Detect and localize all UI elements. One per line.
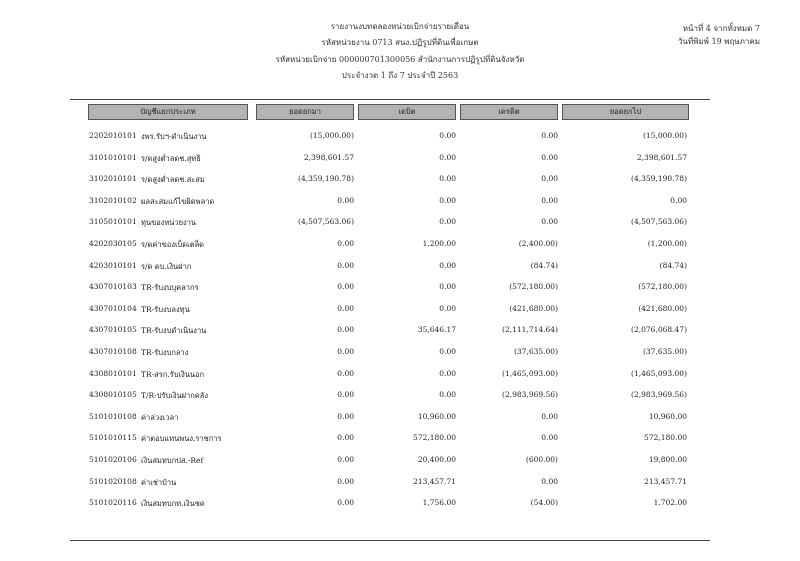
brought-forward-value: 0.00 (337, 368, 354, 378)
account-code: 4308010101 (89, 368, 137, 378)
carried-forward-value: (2,983,969.56) (631, 390, 687, 400)
credit-value: (37,635.00) (513, 347, 558, 356)
debit-value: 0.00 (439, 195, 456, 205)
table-row (0, 325, 800, 339)
carried-forward-value: 1,702.00 (653, 498, 687, 508)
table-row (0, 196, 800, 210)
disbursement-unit-line: รหัสหน่วยเบิกจ่าย 000000701300056 สำนักงานการปฏิรูปที่ดินจังหวัด (275, 55, 525, 64)
brought-forward-value: 0.00 (337, 195, 354, 205)
brought-forward-value: 0.00 (337, 390, 354, 400)
table-bottom-rule (70, 540, 710, 541)
credit-value: (2,400.00) (518, 239, 558, 248)
account-name: TR-รับงบดำเนินงาน (141, 326, 207, 336)
period-line: ประจำงวด 1 ถึง 7 ประจำปี 2563 (341, 71, 459, 80)
account-name: เงินสมทบกปส.-Ref (141, 456, 204, 465)
table-row (0, 390, 800, 404)
table-row (0, 217, 800, 231)
carried-forward-value: (1,200.00) (647, 239, 687, 248)
carried-forward-value: 19,800.00 (648, 455, 687, 464)
account-name: ร/ด ดบ.เงินฝาก (141, 261, 192, 271)
account-code: 5101020106 (89, 455, 137, 464)
account-code: 2202010101 (89, 131, 137, 140)
col-header-carried-forward: ยอดยกไป (562, 104, 689, 120)
table-row (0, 433, 800, 447)
debit-value: 0.00 (439, 174, 456, 184)
account-code: 5101020108 (89, 476, 137, 486)
account-name: ค่าตอบแทนพนง.ราชการ (141, 434, 222, 444)
table-row (0, 369, 800, 383)
brought-forward-value: 0.00 (337, 411, 354, 421)
carried-forward-value: 10,960.00 (648, 411, 687, 421)
brought-forward-value: 0.00 (337, 239, 354, 248)
debit-value: 1,200.00 (422, 239, 456, 248)
table-row (0, 455, 800, 469)
debit-value: 35,646.17 (417, 325, 456, 335)
brought-forward-value: 2,398,601.57 (303, 152, 354, 162)
report-title: รายงานงบทดลองหน่วยเบิกจ่ายรายเดือน (330, 22, 470, 31)
debit-value: 0.00 (439, 390, 456, 400)
account-name: ร/ดค่าของเบ็ดเตล็ด (141, 240, 205, 249)
brought-forward-value: 0.00 (337, 433, 354, 443)
brought-forward-value: (4,359,190.78) (298, 174, 354, 184)
account-code: 3105010101 (89, 217, 137, 227)
credit-value: 0.00 (541, 217, 558, 227)
carried-forward-value: 572,180.00 (644, 433, 687, 443)
account-code: 3102010102 (89, 195, 137, 205)
col-header-brought-forward: ยอดยกมา (256, 104, 354, 120)
table-row (0, 261, 800, 275)
account-code: 4202030105 (89, 239, 137, 248)
credit-value: 0.00 (541, 476, 558, 486)
credit-value: (421,680.00) (509, 303, 558, 313)
table-row (0, 239, 800, 253)
carried-forward-value: (37,635.00) (642, 347, 687, 356)
credit-value: 0.00 (541, 131, 558, 140)
account-code: 4203010101 (89, 260, 137, 270)
credit-value: 0.00 (541, 195, 558, 205)
table-top-rule (70, 99, 710, 100)
brought-forward-value: 0.00 (337, 282, 354, 292)
account-name: ค่าเช่าบ้าน (141, 477, 177, 487)
carried-forward-value: (84.74) (659, 260, 687, 270)
account-name: ผลสะสมแก้ไขผิดพลาด (141, 196, 215, 206)
account-code: 4308010105 (89, 390, 137, 400)
debit-value: 10,960.00 (417, 411, 456, 421)
brought-forward-value: 0.00 (337, 476, 354, 486)
table-row (0, 347, 800, 361)
debit-value: 0.00 (439, 347, 456, 356)
account-name: ร/ดสูงต่ำลดช.สุทธิ (141, 153, 201, 163)
debit-value: 0.00 (439, 131, 456, 140)
account-name: TR-สรก.รับเงินนอก (141, 369, 205, 379)
print-date: วันที่พิมพ์ 19 พฤษภาคม (677, 37, 760, 46)
carried-forward-value: (4,507,563.06) (631, 217, 687, 227)
debit-value: 0.00 (439, 217, 456, 227)
agency-code-line: รหัสหน่วยงาน 0713 สนง.ปฏิรูปที่ดินเพื่อเกษต (321, 38, 479, 47)
debit-value: 20,400.00 (417, 455, 456, 464)
col-header-credit: เครดิต (460, 104, 558, 120)
carried-forward-value: (2,076,068.47) (631, 325, 687, 335)
debit-value: 213,457.71 (413, 476, 456, 486)
credit-value: (2,983,969.56) (502, 390, 558, 400)
debit-value: 572,180.00 (413, 433, 456, 443)
account-name: งพร.รับฯ-ดำเนินงาน (141, 132, 207, 141)
brought-forward-value: 0.00 (337, 303, 354, 313)
brought-forward-value: (4,507,563.06) (298, 217, 354, 227)
carried-forward-value: (421,680.00) (638, 303, 687, 313)
account-name: ค่าล่วงเวลา (141, 412, 179, 422)
account-name: TR-รับงบลงทุน (141, 304, 190, 314)
credit-value: 0.00 (541, 152, 558, 162)
account-code: 4307010103 (89, 282, 137, 292)
table-row (0, 304, 800, 318)
carried-forward-value: (1,465,093.00) (631, 368, 687, 378)
credit-value: (2,111,714.64) (502, 325, 558, 335)
debit-value: 0.00 (439, 260, 456, 270)
col-header-account: บัญชีแยกประเภท (88, 104, 248, 120)
account-code: 4307010104 (89, 303, 137, 313)
account-name: T/R-ปรับเงินฝากคลัง (141, 391, 209, 401)
account-name: ทุนของหน่วยงาน (141, 218, 197, 228)
brought-forward-value: 0.00 (337, 455, 354, 464)
credit-value: (572,180.00) (509, 282, 558, 292)
debit-value: 1,756.00 (422, 498, 456, 508)
debit-value: 0.00 (439, 282, 456, 292)
account-code: 3102010101 (89, 174, 137, 184)
table-row (0, 477, 800, 491)
credit-value: 0.00 (541, 433, 558, 443)
table-row (0, 498, 800, 512)
account-code: 4307010108 (89, 347, 137, 356)
carried-forward-value: (4,359,190.78) (631, 174, 687, 184)
account-code: 5101010115 (89, 433, 137, 443)
table-row (0, 131, 800, 145)
credit-value: 0.00 (541, 174, 558, 184)
carried-forward-value: 213,457.71 (644, 476, 687, 486)
brought-forward-value: 0.00 (337, 260, 354, 270)
table-row (0, 412, 800, 426)
carried-forward-value: (572,180.00) (638, 282, 687, 292)
carried-forward-value: 0.00 (670, 195, 687, 205)
table-row (0, 174, 800, 188)
account-code: 5101010108 (89, 411, 137, 421)
debit-value: 0.00 (439, 368, 456, 378)
credit-value: (1,465,093.00) (502, 368, 558, 378)
table-row (0, 282, 800, 296)
carried-forward-value: 2,398,601.57 (636, 152, 687, 162)
brought-forward-value: (15,000.00) (309, 131, 354, 140)
account-code: 3101010101 (89, 152, 137, 162)
account-name: ร/ดสูงต่ำลดช.สะสม (141, 175, 205, 185)
credit-value: 0.00 (541, 411, 558, 421)
debit-value: 0.00 (439, 303, 456, 313)
credit-value: (600.00) (525, 455, 558, 464)
account-name: เงินสมทบกท.เงินชด (141, 499, 205, 509)
debit-value: 0.00 (439, 152, 456, 162)
brought-forward-value: 0.00 (337, 347, 354, 356)
account-name: TR-รับงบกลาง (141, 348, 189, 357)
credit-value: (54.00) (530, 498, 558, 508)
brought-forward-value: 0.00 (337, 325, 354, 335)
account-code: 4307010105 (89, 325, 137, 335)
col-header-debit: เดบิต (358, 104, 456, 120)
carried-forward-value: (15,000.00) (642, 131, 687, 140)
credit-value: (84.74) (530, 260, 558, 270)
table-row (0, 153, 800, 167)
account-name: TR-รับงบบุคลากร (141, 283, 199, 293)
account-code: 5101020116 (89, 498, 137, 508)
brought-forward-value: 0.00 (337, 498, 354, 508)
page-number: หน้าที่ 4 จากทั้งหมด 7 (682, 24, 760, 33)
